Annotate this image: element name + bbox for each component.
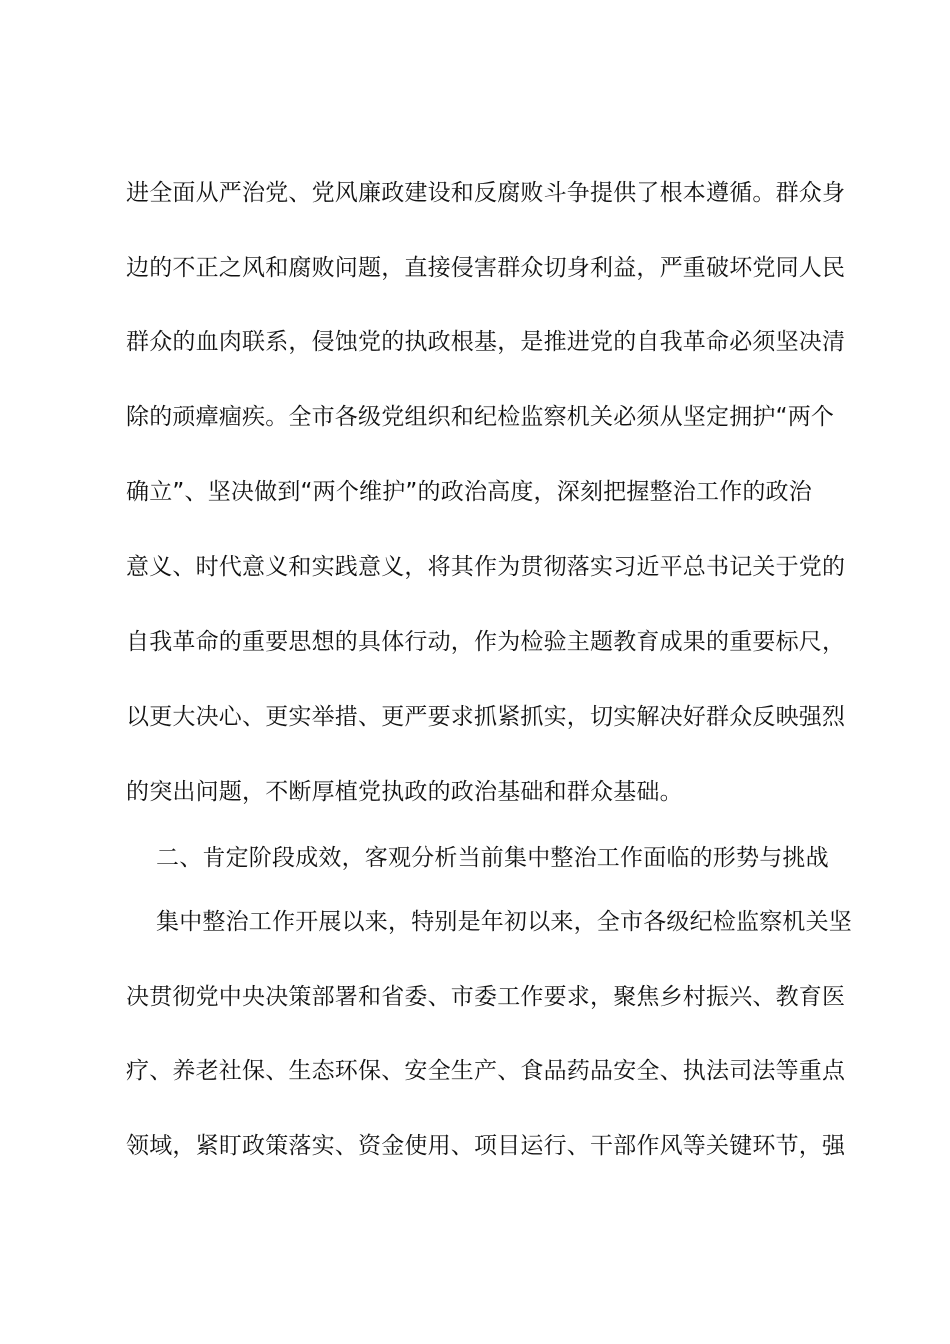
paragraph-line-2: 边的不正之风和腐败问题，直接侵害群众切身利益，严重破坏党同人民 [126, 255, 846, 281]
paragraph-line-6: 意义、时代意义和实践意义，将其作为贯彻落实习近平总书记关于党的 [126, 554, 846, 580]
paragraph2-line-1: 集中整治工作开展以来，特别是年初以来，全市各级纪检监察机关坚 [156, 909, 852, 935]
paragraph-line-4: 除的顽瘴痼疾。全市各级党组织和纪检监察机关必须从坚定拥护“两个 [126, 404, 835, 430]
paragraph-line-9: 的突出问题，不断厚植党执政的政治基础和群众基础。 [126, 779, 683, 805]
paragraph-line-8: 以更大决心、更实举措、更严要求抓紧抓实，切实解决好群众反映强烈 [126, 704, 846, 730]
paragraph-line-3: 群众的血肉联系，侵蚀党的执政根基，是推进党的自我革命必须坚决清 [126, 329, 846, 355]
paragraph-line-7: 自我革命的重要思想的具体行动，作为检验主题教育成果的重要标尺， [126, 629, 846, 655]
paragraph2-line-2: 决贯彻党中央决策部署和省委、市委工作要求，聚焦乡村振兴、教育医 [126, 984, 846, 1010]
section-heading: 二、肯定阶段成效，客观分析当前集中整治工作面临的形势与挑战 [156, 845, 829, 871]
paragraph-line-5: 确立”、坚决做到“两个维护”的政治高度，深刻把握整治工作的政治 [126, 479, 812, 505]
paragraph2-line-4: 领域，紧盯政策落实、资金使用、项目运行、干部作风等关键环节，强 [126, 1133, 846, 1159]
paragraph2-line-3: 疗、养老社保、生态环保、安全生产、食品药品安全、执法司法等重点 [126, 1058, 846, 1084]
paragraph-line-1: 进全面从严治党、党风廉政建设和反腐败斗争提供了根本遵循。群众身 [126, 180, 846, 206]
